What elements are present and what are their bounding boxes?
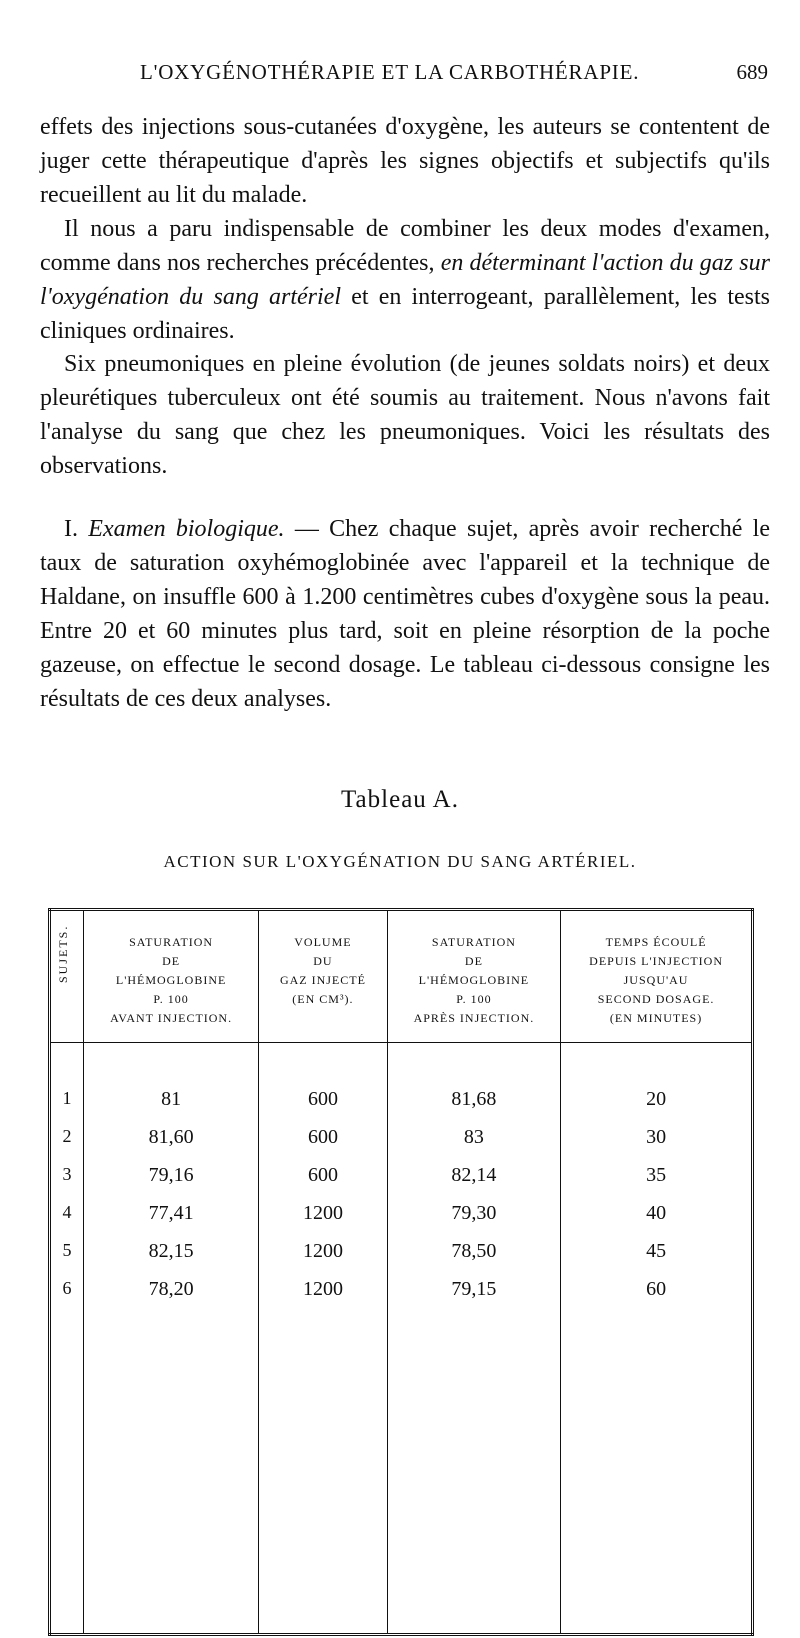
table-subtitle: ACTION SUR L'OXYGÉNATION DU SANG ARTÉRIEL.	[163, 852, 637, 871]
table-frame	[48, 908, 754, 1638]
table-title: Tableau A.	[341, 786, 459, 813]
column-header-time-elapsed: TEMPS ÉCOULÉ DEPUIS L'INJECTION JUSQU'AU SECOND DOSAGE. (EN MINUTES)	[561, 910, 753, 1043]
column-header-subjects: SUJETS.	[50, 910, 84, 1043]
paragraph-text: effets des injections sous-cutanées d'oxygène, les auteurs se contentent de juger cette thérapeutique d'après les signes objectifs et subjectifs qu'ils recueillent au lit du malade.	[40, 114, 770, 208]
column-header-volume: VOLUME DU GAZ INJECTÉ (EN CM³).	[259, 910, 387, 1043]
table-row: 5 82,15 1200 78,50 45	[50, 1239, 753, 1277]
paragraph-text: — Chez chaque sujet, après avoir recherché le taux de saturation oxyhémoglobinée avec l'appareil et la technique de Haldane, on insuffle 600 à 1.200 centimètres cubes d'oxygène sous la peau. Entre 20 et 60 minutes plus tard, soit en pleine résorption de la poche gazeuse, on effectue le second dosage. Le tableau ci-dessous consigne les résultats de ces deux analyses.	[40, 516, 770, 712]
table-row: 6 78,20 1200 79,15 60	[50, 1277, 753, 1315]
column-header-saturation-after: SATURATION DE L'HÉMOGLOBINE P. 100 APRÈS INJECTION.	[387, 910, 560, 1043]
table-row: 1 81 600 81,68 20	[50, 1087, 753, 1125]
section-heading: Examen biologique.	[88, 516, 285, 542]
section-number: I.	[64, 516, 89, 542]
running-header	[40, 60, 768, 92]
paragraph-4	[40, 512, 770, 716]
page-number: 689	[736, 60, 768, 84]
paragraph-3	[40, 347, 770, 483]
paragraph-text: Six pneumoniques en pleine évolution (de jeunes soldats noirs) et deux pleurétiques tuberculeux ont été soumis au traitement. Nous n'avons fait l'analyse du sang que chez les pneumoniques. Voici les résultats des observations.	[40, 351, 770, 479]
paragraph-text: Il nous a paru indispensable de combiner les deux modes d'examen, comme dans nos recherches précédentes,	[40, 216, 770, 276]
paragraph-1	[40, 110, 770, 212]
table-filler-row	[50, 1315, 753, 1635]
table-row: 3 79,16 600 82,14 35	[50, 1163, 753, 1201]
data-table	[48, 908, 754, 1636]
running-title: L'OXYGÉNOTHÉRAPIE ET LA CARBOTHÉRAPIE.	[140, 60, 640, 84]
table-spacer-row	[50, 1043, 753, 1088]
column-header-saturation-before: SATURATION DE L'HÉMOGLOBINE P. 100 AVANT INJECTION.	[84, 910, 259, 1043]
emphasized-text: en déterminant l'action du gaz sur l'oxygénation du sang artériel	[40, 250, 770, 310]
table-row: 2 81,60 600 83 30	[50, 1125, 753, 1163]
paragraph-2	[40, 212, 770, 348]
paragraph-text: et en interrogeant, parallèlement, les tests cliniques ordinaires.	[40, 284, 770, 344]
table-row: 4 77,41 1200 79,30 40	[50, 1201, 753, 1239]
table-header-row	[50, 910, 753, 1043]
